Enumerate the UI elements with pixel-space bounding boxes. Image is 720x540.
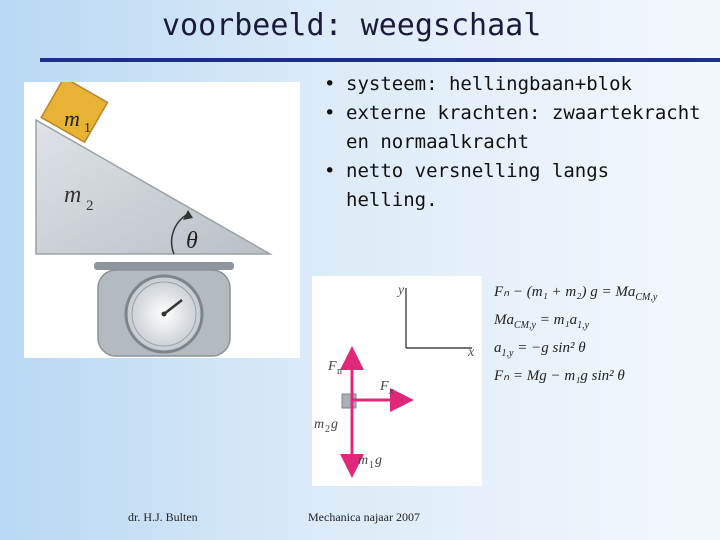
normal-force-label: F: [328, 359, 337, 374]
equation-2: $Ma_{CM,y} = m_1a_{1,y}$: [494, 312, 590, 331]
bullet-list: [320, 70, 710, 215]
fx-sub: x: [389, 386, 394, 397]
equation-3: $a_{1,y} = -g$ sin² θ: [494, 340, 586, 359]
equations-panel: [484, 276, 684, 396]
normal-force-sub: n: [337, 366, 342, 377]
scale-svg: [24, 82, 300, 358]
bullet-text: netto versnelling langs helling.: [346, 160, 610, 211]
scale-illustration: [24, 82, 300, 358]
equations-svg: [484, 276, 684, 396]
x-axis-label: x: [468, 345, 475, 360]
w2-label: m: [314, 417, 325, 432]
equation-4: Fₙ = Mg − m₁g sin² θ: [494, 368, 625, 384]
bullet-dot-icon: •: [324, 73, 336, 95]
equation-1: Fₙ − (m₁ + m₂) $g = Ma_{CM,y}$: [494, 284, 658, 303]
fx-label: F: [380, 379, 389, 394]
bullet-dot-icon: •: [324, 160, 336, 182]
title-rule: [40, 58, 720, 62]
block-label: m: [64, 106, 80, 131]
fbd-svg: [312, 276, 482, 486]
bullet-dot-icon: •: [324, 102, 336, 124]
footer-author: dr. H.J. Bulten: [128, 510, 198, 524]
incline-label-sub: 2: [86, 198, 94, 214]
incline-label: m: [64, 182, 82, 208]
bullet-item: [320, 99, 710, 157]
w2-sub: 2: [325, 424, 330, 435]
footer-course: Mechanica najaar 2007: [308, 510, 420, 524]
slide-title: voorbeeld: weegschaal: [162, 8, 542, 43]
bullet-item: [320, 70, 710, 99]
free-body-diagram: [312, 276, 482, 486]
scale-tray: [94, 262, 234, 270]
y-axis-label: y: [398, 283, 405, 298]
bullet-item: [320, 157, 710, 215]
w1-sub: 1: [369, 460, 374, 471]
block-label-sub: 1: [84, 121, 91, 136]
w1-g: g: [375, 453, 382, 468]
angle-label: θ: [186, 228, 198, 254]
scale-needle-pivot: [162, 312, 167, 317]
bullet-text: systeem: hellingbaan+blok: [346, 73, 632, 95]
w2-g: g: [331, 417, 338, 432]
bullet-text: externe krachten: zwaartekracht en normaalkracht: [346, 102, 701, 153]
w1-label: m: [358, 453, 369, 468]
